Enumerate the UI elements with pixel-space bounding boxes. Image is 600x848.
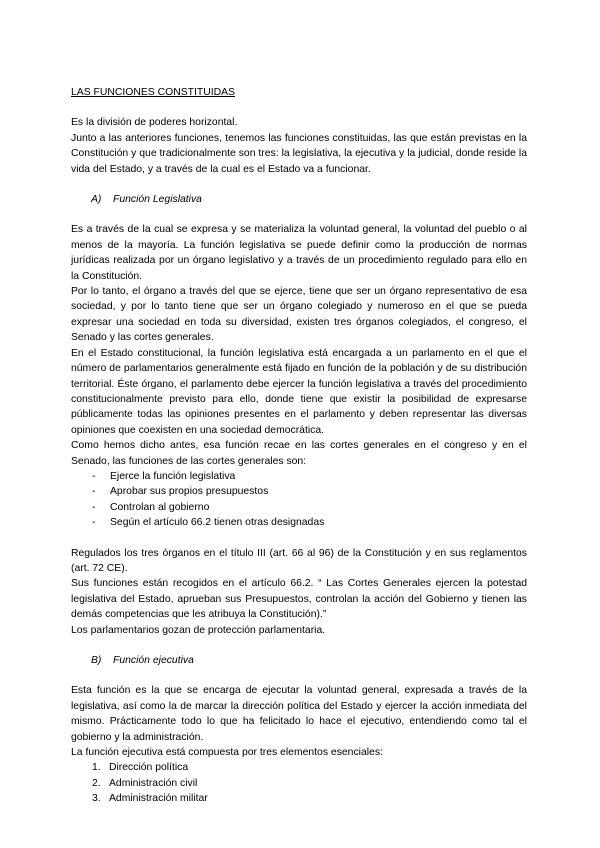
list-item: - Ejerce la función legislativa (71, 469, 527, 484)
section-a-paragraph: En el Estado constitucional, la función legislativa está encargada a un parlamento en el que el número de parlamentarios generalmente está fijado en función de la población y de su distribución territorial. Éste órgano, el parlamento debe ejercer la función legislativa a través del procedimiento constitucionalmente previsto para ello, donde tiene que existir la posibilidad de expresarse públicamente todas las opiniones presentes en el parlamento y deben representar las diversas opiniones que coexisten en una sociedad democrática. (71, 347, 527, 436)
list-item: - Controlan al gobierno (71, 500, 527, 515)
list-number: 1. (92, 762, 101, 774)
document-body (71, 85, 527, 807)
section-a-paragraph: Es a través de la cual se expresa y se materializa la voluntad general, la voluntad del pueblo o al menos de la mayoría. La función legislativa se puede definir como la producción de normas jurídicas realizada por un órgano legislativo y a través de un procedimiento regulado para ello en la Constitución. (71, 224, 527, 282)
list-item: - Aprobar sus propios presupuestos (71, 484, 527, 499)
section-a-letter: A) (91, 194, 102, 206)
section-a-paragraph: Por lo tanto, el órgano a través del que se ejerce, tiene que ser un órgano representativo de esa sociedad, y por lo tanto tiene que ser un órgano colegiado y numeroso en el que se pueda expresar una sociedad en toda su diversidad, existen tres órganos colegiados, el congreso, el Senado y las cortes generales. (71, 286, 527, 344)
list-text: Dirección política (109, 762, 189, 774)
section-b-paragraph: La función ejecutiva está compuesta por tres elementos esenciales: (71, 747, 383, 759)
section-b-letter: B) (91, 655, 102, 666)
section-a-heading (91, 192, 527, 207)
list-text: Administración militar (109, 793, 208, 805)
cortes-functions-list (71, 469, 527, 531)
section-a-paragraph: Los parlamentarios gozan de protección parlamentaria. (71, 624, 326, 636)
section-a-paragraph: Regulados los tres órganos en el título III (art. 66 al 96) de la Constitución y en sus reglamentos (art. 72 CE). (71, 547, 527, 574)
list-number: 3. (92, 793, 101, 805)
section-a-title: Función Legislativa (113, 194, 202, 206)
page-title: LAS FUNCIONES CONSTITUIDAS (71, 87, 235, 98)
list-item (71, 776, 527, 791)
section-a-paragraph: Sus funciones están recogidos en el artículo 66.2. “ Las Cortes Generales ejercen la potestad legislativa del Estado, aprueban sus Presupuestos, controlan la acción del Gobierno y tienen las demás competencias que les atribuya la Constitución).” (71, 578, 527, 621)
list-text: Administración civil (109, 777, 198, 789)
section-b-heading (91, 653, 527, 668)
list-item (71, 760, 527, 775)
ejecutiva-elements-list (71, 760, 527, 806)
intro-paragraph: Junto a las anteriores funciones, tenemos las funciones constituidas, las que están previstas en la Constitución y que tradicionalmente son tres: la legislativa, la ejecutiva y la judicial, donde reside la vida del Estado, y a través de la cual es el Estado va a funcionar. (71, 132, 527, 175)
list-number: 2. (92, 777, 101, 789)
section-a-paragraph: Como hemos dicho antes, esa función recae en las cortes generales en el congreso y en el Senado, las funciones de las cortes generales son: (71, 440, 527, 467)
intro-paragraph: Es la división de poderes horizontal. (71, 117, 238, 129)
list-item: - Según el artículo 66.2 tienen otras designadas (71, 515, 527, 530)
section-b-paragraph: Esta función es la que se encarga de ejecutar la voluntad general, expresada a través de la legislativa, así como la de marcar la dirección política del Estado y ejercer la acción inmediata del mismo. Prácticamente todo lo que ha felicitado lo hace el ejecutivo, entendiendo como tal el gobierno y la administración. (71, 685, 527, 743)
section-b-title: Función ejecutiva (113, 655, 194, 666)
list-item (71, 791, 527, 806)
